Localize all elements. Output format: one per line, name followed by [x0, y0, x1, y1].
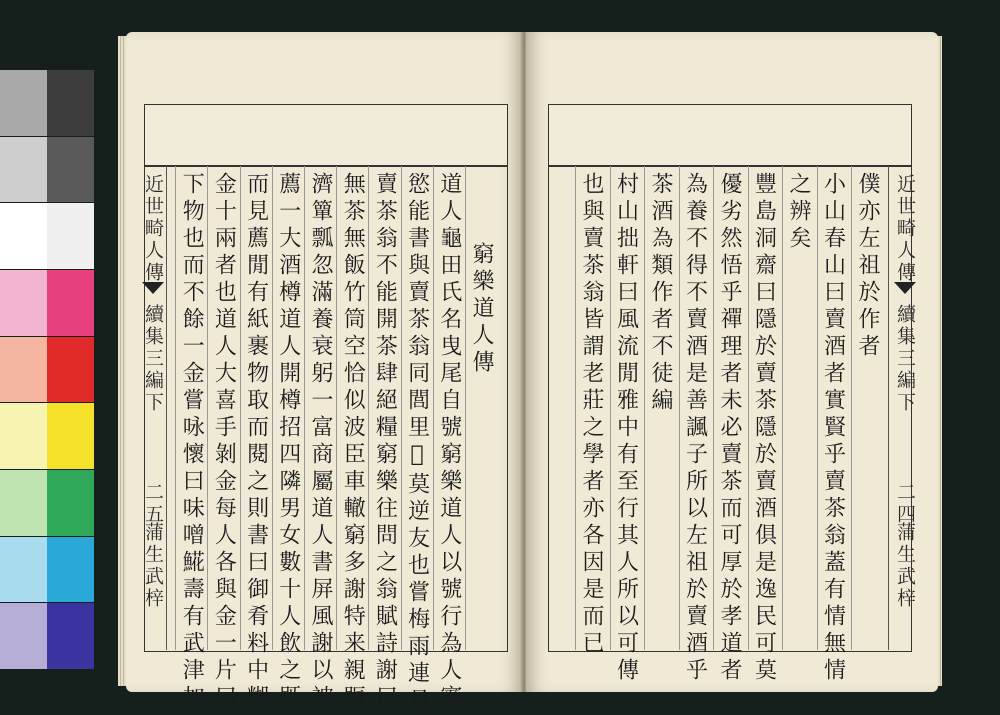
column-rule [240, 166, 241, 650]
column-rule [465, 166, 466, 650]
text-column: 也與賣茶翁皆謂老莊之學者亦各因是而已 [579, 172, 604, 658]
color-patch [47, 470, 94, 536]
column-rule [782, 166, 783, 650]
text-column: 茶酒為類作者不徒編 [648, 172, 673, 415]
left-margin-publisher: 蒲生武梓 [142, 522, 164, 610]
color-patch [47, 403, 94, 469]
left-header-box [144, 104, 508, 166]
column-rule [817, 166, 818, 650]
text-column: 薦一大酒樽道人開樽招四隣男女數十人飲之既 [275, 172, 301, 712]
fish-tail-mark [894, 282, 916, 294]
fish-tail-mark [142, 282, 164, 294]
color-patch [47, 137, 94, 203]
text-column: 村山拙軒曰風流閒雅中有至行其人所以可傳 [613, 172, 639, 685]
column-rule [610, 166, 611, 650]
left-margin-page-number: 二五 [142, 482, 164, 526]
text-column: 僕亦左祖於作者 [855, 172, 880, 361]
text-column: 濟簞瓢忽滿養衰躬一富商屬道人書屏風謝以被 [308, 172, 333, 712]
column-rule [851, 166, 852, 650]
text-column: 之辨矣 [786, 172, 811, 253]
color-patch [47, 70, 94, 136]
color-patch [47, 537, 94, 603]
color-patch [0, 203, 47, 269]
column-rule [575, 166, 576, 650]
text-column: 為養不得不賣酒是善諷子所以左祖於賣酒乎 [682, 172, 708, 685]
color-patch [47, 203, 94, 269]
column-rule [207, 166, 208, 650]
right-margin-page-number: 二四 [894, 482, 916, 526]
color-patch [0, 603, 47, 669]
color-patch [0, 403, 47, 469]
column-rule [679, 166, 680, 650]
text-column: 道人龜田氏名曳尾自號窮樂道人以號行為人寡 [436, 172, 462, 712]
color-patch [0, 70, 47, 136]
column-rule [433, 166, 434, 650]
right-page [526, 32, 938, 692]
color-patch [0, 337, 47, 403]
column-rule [401, 166, 402, 650]
color-patch [0, 537, 47, 603]
column-rule [368, 166, 369, 650]
text-column: 而見薦閒有紙裹物取而閱之則書曰御肴料中糊 [243, 172, 269, 712]
text-column: 優劣然悟乎禪理者未必賣茶而可厚於孝道者 [717, 172, 742, 685]
left-margin-title: 近世畸人傳 [142, 174, 164, 284]
color-patch [0, 270, 47, 336]
text-column: 賣茶翁不能開茶肆絕糧窮樂往問之翁賦詩謝曰 [372, 172, 398, 712]
color-calibration-bar [0, 70, 94, 670]
right-header-box [548, 104, 912, 166]
column-rule [272, 166, 273, 650]
color-patch [47, 270, 94, 336]
color-patch [47, 337, 94, 403]
text-column: 慾能書與賣茶翁同閭里𦂶莫逆友也嘗梅雨連月 [404, 172, 430, 715]
right-margin-title: 近世畸人傳 [894, 174, 916, 284]
text-column: 下物也而不餘一金嘗咏懷曰味噌𩸽壽有武津加 [179, 172, 205, 712]
left-page [126, 32, 522, 715]
right-margin-publisher: 蒲生武梓 [894, 522, 916, 610]
chapter-title-column: 窮樂道人傳 [469, 242, 494, 377]
right-margin-volume: 續集三編下 [894, 304, 916, 414]
column-rule [644, 166, 645, 650]
text-column: 小山春山曰賣酒者實賢乎賣茶翁蓋有情無情 [820, 172, 846, 685]
text-column: 豐島洞齋曰隱於賣茶隱於賣酒俱是逸民可莫 [751, 172, 777, 685]
column-rule [304, 166, 305, 650]
margin-rule [888, 166, 889, 650]
column-rule [713, 166, 714, 650]
text-column: 無茶無飯竹筒空恰似波臣車轍窮多謝特来親賑 [340, 172, 366, 712]
column-rule [336, 166, 337, 650]
column-rule [175, 166, 176, 650]
color-patch [47, 603, 94, 669]
color-patch [0, 137, 47, 203]
column-rule [748, 166, 749, 650]
open-book [126, 32, 938, 715]
margin-rule [166, 166, 167, 650]
text-column: 金十兩者也道人大喜手剝金每人各與金一片曰 [211, 172, 237, 712]
color-patch [0, 470, 47, 536]
left-margin-volume: 續集三編下 [142, 304, 164, 414]
